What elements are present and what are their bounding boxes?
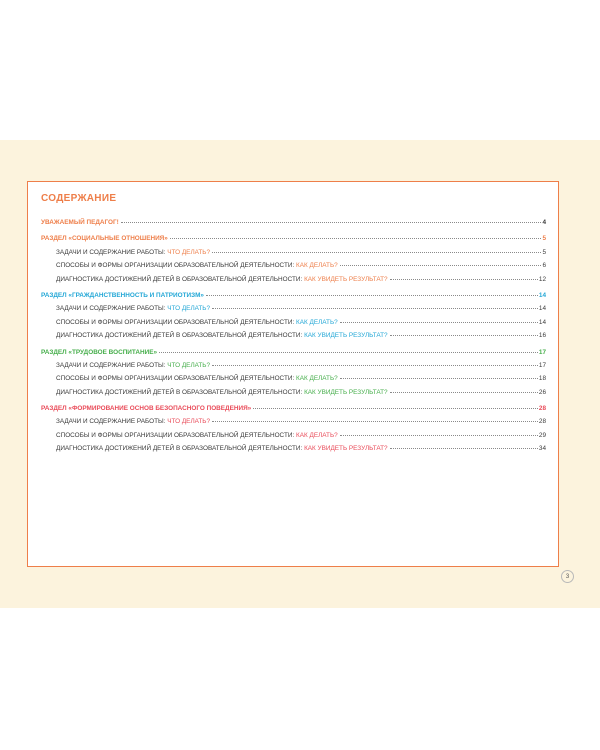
toc-dot-leader bbox=[340, 378, 538, 379]
toc-page-number: 14 bbox=[538, 318, 546, 326]
toc-entry-row[interactable] bbox=[41, 375, 546, 388]
toc-entry-text-part: ЧТО ДЕЛАТЬ? bbox=[167, 248, 211, 256]
toc-entry-text-part: УВАЖАЕМЫЙ ПЕДАГОГ! bbox=[41, 219, 119, 226]
toc-dot-leader bbox=[390, 279, 538, 280]
toc-entry-text-part: КАК УВИДЕТЬ РЕЗУЛЬТАТ? bbox=[304, 332, 388, 340]
toc-entry-text-part: КАК ДЕЛАТЬ? bbox=[296, 375, 338, 383]
toc-entry-text-part: СПОСОБЫ И ФОРМЫ ОРГАНИЗАЦИИ ОБРАЗОВАТЕЛЬНОЙ ДЕЯТЕЛЬНОСТИ: bbox=[56, 318, 297, 326]
toc-entry-text-part: КАК УВИДЕТЬ РЕЗУЛЬТАТ? bbox=[304, 445, 388, 453]
toc-entry-text-part: ЗАДАЧИ И СОДЕРЖАНИЕ РАБОТЫ: bbox=[56, 361, 168, 369]
toc-dot-leader bbox=[253, 408, 538, 409]
toc-entry-text-part: ЗАДАЧИ И СОДЕРЖАНИЕ РАБОТЫ: bbox=[56, 418, 168, 426]
toc-entry-text-part: РАЗДЕЛ «ФОРМИРОВАНИЕ ОСНОВ БЕЗОПАСНОГО ПОВЕДЕНИЯ» bbox=[41, 405, 252, 413]
toc-entry-text bbox=[56, 432, 338, 439]
toc-page-number: 18 bbox=[538, 375, 546, 383]
toc-entry-row[interactable] bbox=[41, 389, 546, 402]
toc-entry-text bbox=[41, 292, 204, 299]
toc-entry-text bbox=[56, 305, 210, 312]
toc-page-number: 17 bbox=[538, 348, 546, 356]
toc-entry-text-part: ЧТО ДЕЛАТЬ? bbox=[167, 305, 211, 313]
toc-dot-leader bbox=[159, 352, 538, 353]
toc-section-row[interactable] bbox=[41, 405, 546, 418]
toc-entry-row[interactable] bbox=[41, 432, 546, 445]
toc-entry-text bbox=[56, 375, 338, 382]
toc-entry-text-part: РАЗДЕЛ «СОЦИАЛЬНЫЕ ОТНОШЕНИЯ» bbox=[41, 235, 168, 243]
toc-entry-text bbox=[56, 362, 210, 369]
page-title: СОДЕРЖАНИЕ bbox=[41, 193, 117, 204]
toc-entry-text bbox=[56, 276, 388, 283]
toc-entry-text-part: ДИАГНОСТИКА ДОСТИЖЕНИЙ ДЕТЕЙ В ОБРАЗОВАТЕЛЬНОЙ ДЕЯТЕЛЬНОСТИ: bbox=[56, 332, 305, 340]
toc-entry-text-part: КАК УВИДЕТЬ РЕЗУЛЬТАТ? bbox=[304, 388, 388, 396]
toc-entry-text-part: СПОСОБЫ И ФОРМЫ ОРГАНИЗАЦИИ ОБРАЗОВАТЕЛЬНОЙ ДЕЯТЕЛЬНОСТИ: bbox=[56, 262, 297, 270]
toc-dot-leader bbox=[340, 322, 538, 323]
toc-entry-text-part: КАК ДЕЛАТЬ? bbox=[296, 318, 338, 326]
toc-page-number: 34 bbox=[538, 445, 546, 453]
toc-entry-text-part: РАЗДЕЛ «ГРАЖДАНСТВЕННОСТЬ И ПАТРИОТИЗМ» bbox=[41, 291, 204, 299]
toc-page-number: 14 bbox=[538, 305, 546, 313]
toc-entry-row[interactable] bbox=[41, 362, 546, 375]
toc-entry-text bbox=[56, 389, 388, 396]
toc-entry-text-part: КАК ДЕЛАТЬ? bbox=[296, 431, 338, 439]
toc-entry-row[interactable] bbox=[41, 332, 546, 345]
toc-entry-text bbox=[56, 418, 210, 425]
toc-entry-text-part: КАК ДЕЛАТЬ? bbox=[296, 262, 338, 270]
toc-entry-row[interactable] bbox=[41, 319, 546, 332]
toc-page-number: 5 bbox=[542, 235, 546, 243]
toc-entry-text bbox=[56, 332, 388, 339]
table-of-contents bbox=[41, 219, 546, 459]
toc-dot-leader bbox=[390, 335, 538, 336]
toc-entry-row[interactable] bbox=[41, 418, 546, 431]
toc-section-row[interactable] bbox=[41, 292, 546, 305]
toc-dot-leader bbox=[340, 435, 538, 436]
toc-dot-leader bbox=[390, 392, 538, 393]
toc-page-number: 28 bbox=[538, 405, 546, 413]
toc-entry-text-part: СПОСОБЫ И ФОРМЫ ОРГАНИЗАЦИИ ОБРАЗОВАТЕЛЬНОЙ ДЕЯТЕЛЬНОСТИ: bbox=[56, 431, 297, 439]
toc-entry-text-part: ЧТО ДЕЛАТЬ? bbox=[167, 418, 211, 426]
toc-page-number: 5 bbox=[542, 248, 546, 256]
toc-page-number: 29 bbox=[538, 431, 546, 439]
toc-dot-leader bbox=[212, 252, 541, 253]
toc-entry-row[interactable] bbox=[41, 249, 546, 262]
toc-entry-text-part: ЗАДАЧИ И СОДЕРЖАНИЕ РАБОТЫ: bbox=[56, 248, 168, 256]
toc-entry-row[interactable] bbox=[41, 445, 546, 458]
toc-entry-text-part: ДИАГНОСТИКА ДОСТИЖЕНИЙ ДЕТЕЙ В ОБРАЗОВАТЕЛЬНОЙ ДЕЯТЕЛЬНОСТИ: bbox=[56, 388, 305, 396]
toc-dot-leader bbox=[390, 448, 538, 449]
toc-entry-text-part: ДИАГНОСТИКА ДОСТИЖЕНИЙ ДЕТЕЙ В ОБРАЗОВАТЕЛЬНОЙ ДЕЯТЕЛЬНОСТИ: bbox=[56, 445, 305, 453]
toc-entry-row[interactable] bbox=[41, 305, 546, 318]
toc-entry-text-part: ЗАДАЧИ И СОДЕРЖАНИЕ РАБОТЫ: bbox=[56, 305, 168, 313]
toc-dot-leader bbox=[212, 308, 538, 309]
toc-entry-row[interactable] bbox=[41, 262, 546, 275]
page-number-badge: 3 bbox=[561, 570, 574, 583]
toc-dot-leader bbox=[121, 222, 542, 223]
toc-entry-text bbox=[56, 319, 338, 326]
toc-dot-leader bbox=[206, 295, 538, 296]
toc-entry-text-part: ЧТО ДЕЛАТЬ? bbox=[167, 361, 211, 369]
toc-section-row[interactable] bbox=[41, 235, 546, 248]
toc-entry-row[interactable] bbox=[41, 276, 546, 289]
toc-page-number: 12 bbox=[538, 275, 546, 283]
toc-card bbox=[27, 181, 559, 567]
toc-page-number: 6 bbox=[542, 262, 546, 270]
toc-page-number: 26 bbox=[538, 388, 546, 396]
toc-entry-text-part: КАК УВИДЕТЬ РЕЗУЛЬТАТ? bbox=[304, 275, 388, 283]
toc-page-number: 14 bbox=[538, 291, 546, 299]
toc-entry-text bbox=[41, 235, 168, 242]
toc-entry-text bbox=[41, 219, 119, 226]
toc-page-number: 17 bbox=[538, 361, 546, 369]
toc-entry-text-part: ДИАГНОСТИКА ДОСТИЖЕНИЙ ДЕТЕЙ В ОБРАЗОВАТЕЛЬНОЙ ДЕЯТЕЛЬНОСТИ: bbox=[56, 275, 305, 283]
toc-dot-leader bbox=[212, 365, 538, 366]
toc-dot-leader bbox=[340, 265, 542, 266]
toc-page-number: 28 bbox=[538, 418, 546, 426]
toc-page-number: 16 bbox=[538, 332, 546, 340]
toc-entry-text bbox=[56, 262, 338, 269]
toc-entry-text bbox=[41, 349, 157, 356]
toc-entry-text bbox=[56, 445, 388, 452]
toc-entry-text bbox=[41, 405, 251, 412]
toc-dot-leader bbox=[170, 238, 542, 239]
toc-section-row[interactable] bbox=[41, 349, 546, 362]
toc-entry-text-part: РАЗДЕЛ «ТРУДОВОЕ ВОСПИТАНИЕ» bbox=[41, 348, 158, 356]
toc-dot-leader bbox=[212, 421, 538, 422]
toc-entry-text-part: СПОСОБЫ И ФОРМЫ ОРГАНИЗАЦИИ ОБРАЗОВАТЕЛЬНОЙ ДЕЯТЕЛЬНОСТИ: bbox=[56, 375, 297, 383]
toc-page-number: 4 bbox=[542, 219, 546, 226]
toc-entry-text bbox=[56, 249, 210, 256]
toc-section-row[interactable] bbox=[41, 219, 546, 232]
